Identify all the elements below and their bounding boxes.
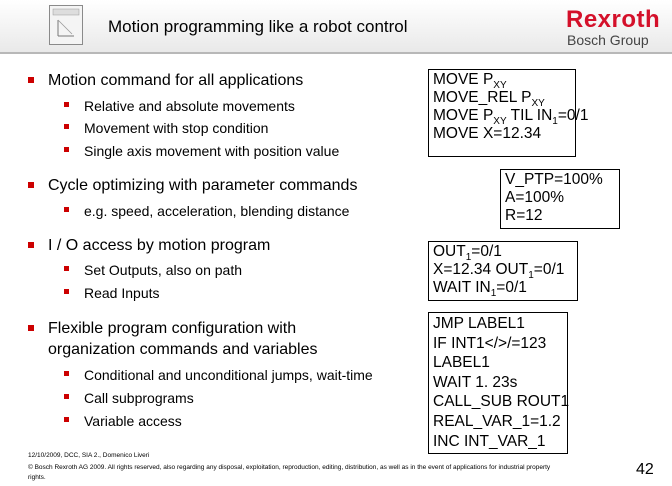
- code-line: JMP LABEL1: [433, 315, 525, 332]
- bullet-text: e.g. speed, acceleration, blending distance: [84, 203, 350, 219]
- code-line: REAL_VAR_1=1.2: [433, 412, 561, 430]
- code-box-motion: [428, 69, 589, 157]
- code-line: MOVE $P_{XY}$ TIL $IN_1=0/1$: [433, 107, 589, 128]
- bullet-icon: [64, 102, 69, 107]
- bullet-text: Call subprograms: [84, 390, 194, 406]
- bullet-icon: [64, 124, 69, 129]
- section-heading-flexible: [48, 320, 296, 338]
- bullet-icon: [28, 182, 34, 188]
- bullet-icon: [64, 417, 69, 422]
- bullet-text: Movement with stop condition: [84, 120, 269, 136]
- code-line: INC INT_VAR_1: [433, 432, 546, 450]
- section-heading-text: I / O access by motion program: [48, 237, 271, 254]
- bullet-icon: [64, 207, 69, 212]
- code-line: $OUT_1=0/1$: [433, 243, 502, 264]
- bullet-text: Single axis movement with position value: [84, 143, 340, 159]
- code-box-cycle: [500, 169, 620, 229]
- bullet-icon: [64, 147, 69, 152]
- bullet-icon: [64, 371, 69, 376]
- bullet-item: [84, 98, 295, 114]
- code-line: WAIT 1. 23s: [433, 373, 518, 391]
- code-box-io: [428, 241, 578, 301]
- section-heading-flexible-cont: [48, 341, 317, 359]
- bullet-item: [84, 203, 349, 219]
- bullet-text: Read Inputs: [84, 285, 160, 301]
- slide-title: Motion programming like a robot control: [108, 17, 408, 36]
- bullet-text: Set Outputs, also on path: [84, 262, 242, 278]
- bullet-text: Variable access: [84, 413, 182, 429]
- section-heading-text: Cycle optimizing with parameter commands: [48, 177, 358, 194]
- bullet-item: [84, 262, 242, 278]
- bullet-icon: [28, 77, 34, 83]
- code-line: MOVE_REL $P_{XY}$: [433, 89, 545, 110]
- bullet-icon: [28, 242, 34, 248]
- bullet-item: [84, 285, 160, 301]
- bullet-item: [84, 367, 373, 383]
- bullet-text: Conditional and unconditional jumps, wait-time: [84, 367, 373, 383]
- brand-subtitle: Bosch Group: [567, 32, 649, 48]
- bullet-item: [84, 143, 339, 159]
- footer-copyright-cont: rights.: [28, 474, 46, 481]
- section-heading-text: Motion command for all applications: [48, 72, 304, 89]
- bullet-icon: [64, 289, 69, 294]
- code-line: CALL_SUB ROUT1: [433, 393, 570, 411]
- code-line: A=100%: [505, 189, 565, 206]
- section-heading-text: organization commands and variables: [48, 341, 318, 358]
- section-heading-cycle: [48, 177, 357, 195]
- bullet-item: [84, 390, 194, 406]
- code-box-flexible: [428, 312, 568, 454]
- bullet-icon: [28, 325, 34, 331]
- code-line: R=12: [505, 207, 543, 224]
- code-line: X=12.34 $OUT_1=0/1$: [433, 261, 565, 282]
- brand-logo: Rexroth: [566, 6, 661, 33]
- section-heading-io: [48, 237, 270, 255]
- footer-meta: 12/10/2009, DCC, SIA 2., Domenico Liveri: [28, 452, 150, 459]
- code-line: V_PTP=100%: [505, 171, 603, 188]
- slide-thumbnail-icon: [49, 5, 83, 45]
- bullet-text: Relative and absolute movements: [84, 98, 295, 114]
- bullet-item: [84, 120, 268, 136]
- code-line: IF INT1</>/=123: [433, 334, 547, 352]
- page-number: 42: [636, 461, 654, 478]
- code-line: MOVE $P_{XY}$: [433, 71, 507, 92]
- section-heading-motion: [48, 72, 303, 90]
- footer-copyright: © Bosch Rexroth AG 2009. All rights reserved, also regarding any disposal, exploitation, reproduction, editing, distribution, as well as in the event of applications for industrial property: [28, 464, 551, 471]
- bullet-item: [84, 413, 182, 429]
- bullet-icon: [64, 266, 69, 271]
- bullet-icon: [64, 394, 69, 399]
- section-heading-text: Flexible program configuration with: [48, 320, 297, 337]
- header-divider: [0, 52, 672, 54]
- code-line: WAIT $IN_1=0/1$: [433, 279, 527, 300]
- code-line: LABEL1: [433, 354, 490, 372]
- code-line: MOVE X=12.34: [433, 125, 542, 142]
